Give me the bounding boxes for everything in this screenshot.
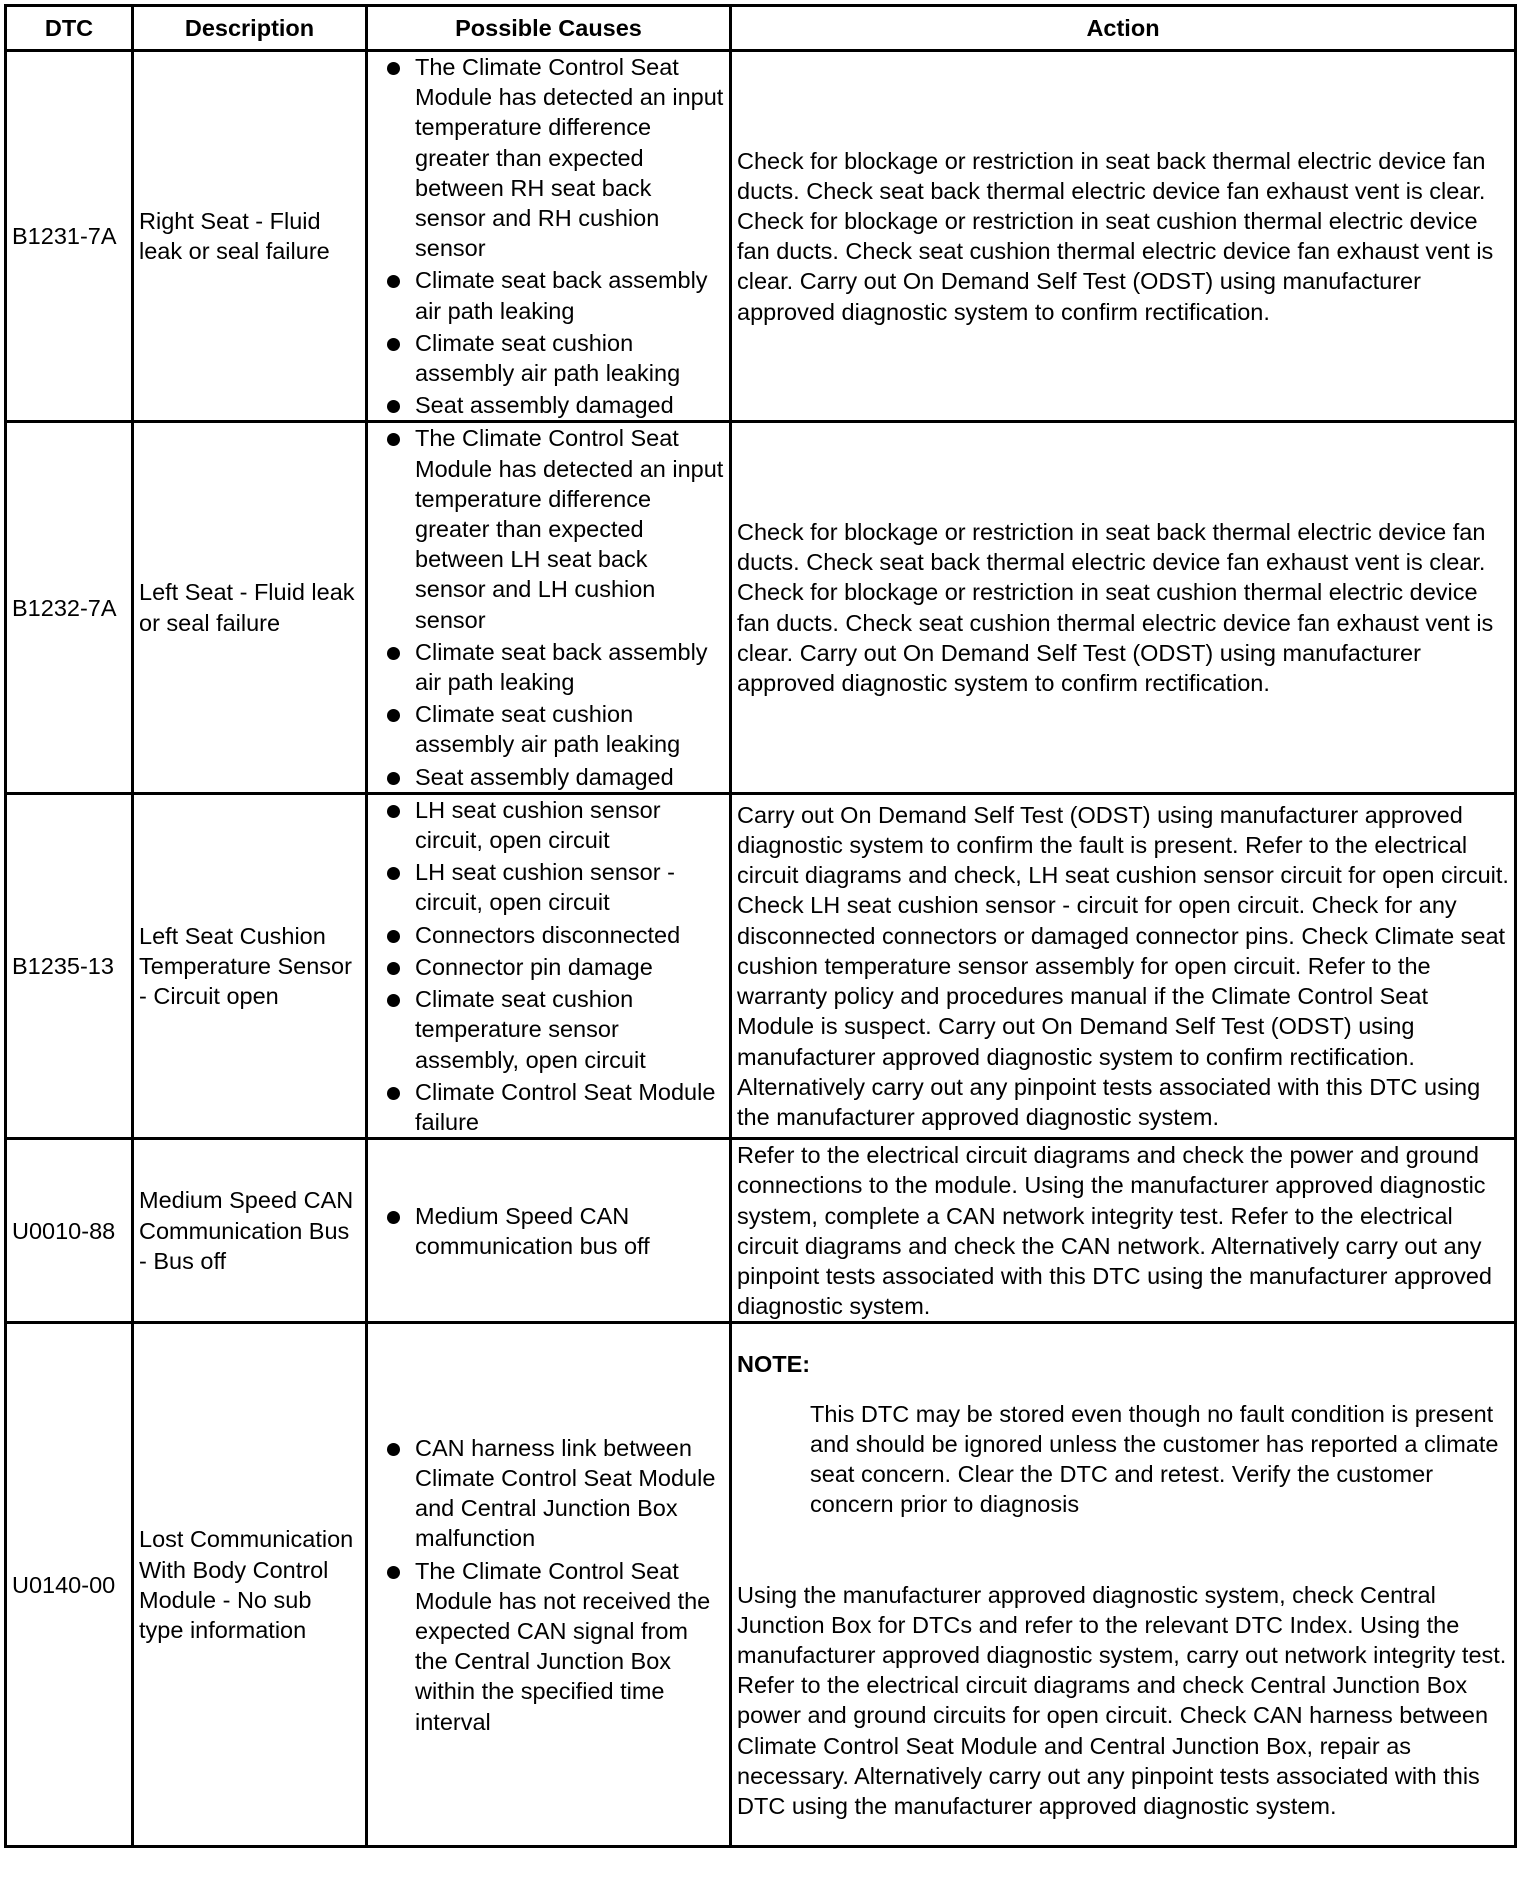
dtc-description: Lost Communication With Body Control Module - No sub type information — [133, 1323, 367, 1847]
cause-item: CAN harness link between Climate Control Seat Module and Central Junction Box malfunction — [373, 1433, 724, 1554]
causes-list — [373, 423, 724, 791]
dtc-description: Medium Speed CAN Communication Bus - Bus off — [133, 1139, 367, 1323]
action-cell — [731, 1323, 1516, 1847]
cause-item: Seat assembly damaged — [373, 762, 724, 792]
dtc-code: U0010-88 — [6, 1139, 133, 1323]
cause-item: The Climate Control Seat Module has detected an input temperature difference greater than expected between RH seat back sensor and RH cushion sensor — [373, 52, 724, 263]
action-text: Check for blockage or restriction in seat back thermal electric device fan ducts. Check seat back thermal electric device fan exhaust vent is clear. Check for blockage or restriction in seat cushion thermal electric device fan ducts. Check seat cushion thermal electric device fan exhaust vent is clear. Carry out On Demand Self Test (ODST) using manufacturer approved diagnostic system to confirm rectification. — [731, 422, 1516, 793]
note-label: NOTE: — [737, 1350, 811, 1377]
dtc-code: U0140-00 — [6, 1323, 133, 1847]
cause-item: LH seat cushion sensor circuit, open circuit — [373, 795, 724, 855]
cause-item: Climate seat cushion temperature sensor assembly, open circuit — [373, 984, 724, 1075]
cause-item: Connector pin damage — [373, 952, 724, 982]
cause-item: Climate seat back assembly air path leaking — [373, 265, 724, 325]
dtc-description: Left Seat - Fluid leak or seal failure — [133, 422, 367, 793]
dtc-table — [4, 4, 1517, 1848]
cause-item: Climate seat cushion assembly air path leaking — [373, 699, 724, 759]
possible-causes — [367, 51, 731, 422]
causes-list — [373, 52, 724, 420]
header-dtc: DTC — [6, 6, 133, 51]
note-text: This DTC may be stored even though no fault condition is present and should be ignored unless the customer has reported a climate seat concern. Clear the DTC and retest. Verify the customer concern prior to diagnosis — [810, 1400, 1499, 1518]
cause-item: Climate seat cushion assembly air path leaking — [373, 328, 724, 388]
causes-list — [373, 1433, 724, 1737]
dtc-description: Right Seat - Fluid leak or seal failure — [133, 51, 367, 422]
table-row — [6, 422, 1516, 793]
causes-list — [373, 795, 724, 1137]
cause-item: The Climate Control Seat Module has not received the expected CAN signal from the Central Junction Box within the specified time interval — [373, 1556, 724, 1737]
dtc-code: B1235-13 — [6, 793, 133, 1138]
header-row — [6, 6, 1516, 51]
cause-item: Seat assembly damaged — [373, 390, 724, 420]
dtc-description: Left Seat Cushion Temperature Sensor - Circuit open — [133, 793, 367, 1138]
cause-item: Climate Control Seat Module failure — [373, 1077, 724, 1137]
header-possible-causes: Possible Causes — [367, 6, 731, 51]
dtc-code: B1231-7A — [6, 51, 133, 422]
cause-item: LH seat cushion sensor - circuit, open circuit — [373, 857, 724, 917]
header-description: Description — [133, 6, 367, 51]
causes-list — [373, 1201, 724, 1261]
action-text: Check for blockage or restriction in seat back thermal electric device fan ducts. Check seat back thermal electric device fan exhaust vent is clear. Check for blockage or restriction in seat cushion thermal electric device fan ducts. Check seat cushion thermal electric device fan exhaust vent is clear. Carry out On Demand Self Test (ODST) using manufacturer approved diagnostic system to confirm rectification. — [731, 51, 1516, 422]
dtc-code: B1232-7A — [6, 422, 133, 793]
dtc-document — [4, 4, 1514, 1848]
action-text: Using the manufacturer approved diagnostic system, check Central Junction Box for DTCs and refer to the relevant DTC Index. Using the manufacturer approved diagnostic system, carry out network integrity test. Refer to the electrical circuit diagrams and check Central Junction Box power and ground circuits for open circuit. Check CAN harness between Climate Control Seat Module and Central Junction Box, repair as necessary. Alternatively carry out any pinpoint tests associated with this DTC using the manufacturer approved diagnostic system. — [737, 1581, 1507, 1819]
header-action: Action — [731, 6, 1516, 51]
table-row — [6, 1139, 1516, 1323]
possible-causes — [367, 1139, 731, 1323]
possible-causes — [367, 793, 731, 1138]
table-row — [6, 793, 1516, 1138]
table-row — [6, 1323, 1516, 1847]
cause-item: The Climate Control Seat Module has detected an input temperature difference greater than expected between LH seat back sensor and LH cushion sensor — [373, 423, 724, 634]
action-text: Carry out On Demand Self Test (ODST) using manufacturer approved diagnostic system to confirm the fault is present. Refer to the electrical circuit diagrams and check, LH seat cushion sensor circuit for open circuit. Check LH seat cushion sensor - circuit for open circuit. Check for any disconnected connectors or damaged connector pins. Check Climate seat cushion temperature sensor assembly for open circuit. Refer to the warranty policy and procedures manual if the Climate Control Seat Module is suspect. Carry out On Demand Self Test (ODST) using manufacturer approved diagnostic system to confirm rectification. Alternatively carry out any pinpoint tests associated with this DTC using the manufacturer approved diagnostic system. — [731, 793, 1516, 1138]
possible-causes — [367, 1323, 731, 1847]
cause-item: Medium Speed CAN communication bus off — [373, 1201, 724, 1261]
cause-item: Climate seat back assembly air path leaking — [373, 637, 724, 697]
possible-causes — [367, 422, 731, 793]
table-row — [6, 51, 1516, 422]
action-text: Refer to the electrical circuit diagrams and check the power and ground connections to the module. Using the manufacturer approved diagnostic system, complete a CAN network integrity test. Refer to the electrical circuit diagrams and check the CAN network. Alternatively carry out any pinpoint tests associated with this DTC using the manufacturer approved diagnostic system. — [731, 1139, 1516, 1323]
cause-item: Connectors disconnected — [373, 920, 724, 950]
